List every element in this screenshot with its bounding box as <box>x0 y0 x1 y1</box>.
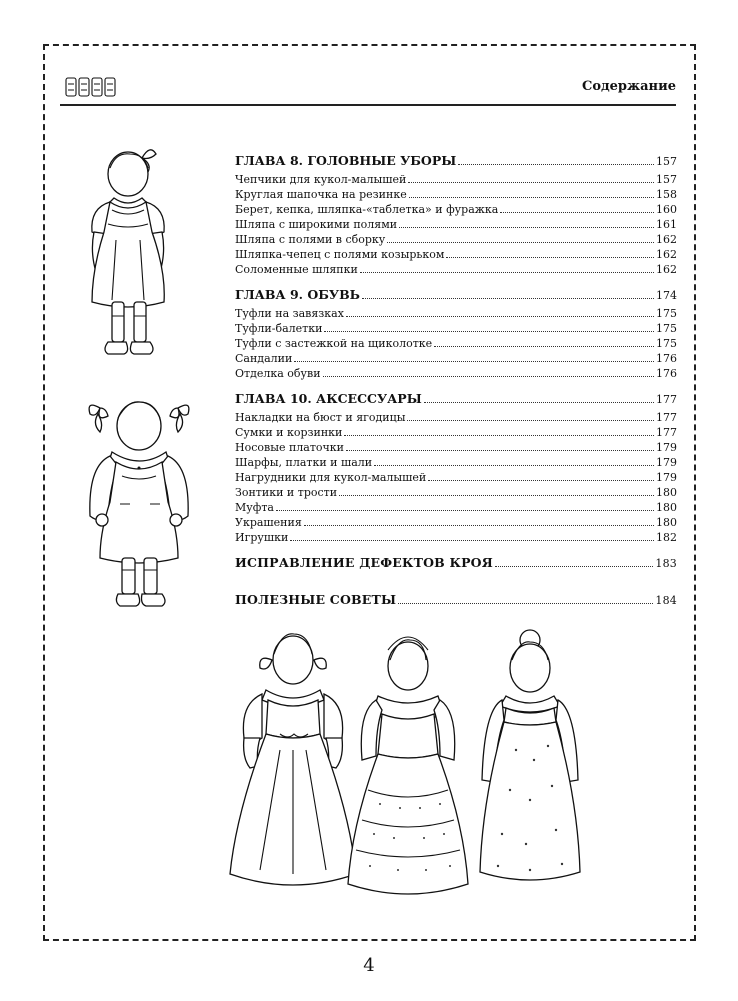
leader-dots <box>387 242 654 243</box>
section-title: ПОЛЕЗНЫЕ СОВЕТЫ <box>235 592 397 607</box>
toc-item[interactable] <box>235 232 677 247</box>
doll-toddler-icon <box>80 140 190 370</box>
page-ref: 158 <box>656 188 677 201</box>
page-ref: 179 <box>656 456 677 469</box>
chapter-title-row[interactable] <box>235 287 677 302</box>
leader-dots <box>362 298 654 299</box>
toc-item-title: Соломенные шляпки <box>235 263 358 276</box>
leader-dots <box>399 227 654 228</box>
chapter-9 <box>235 287 677 381</box>
page-ref: 177 <box>656 393 677 406</box>
page-ref: 179 <box>656 471 677 484</box>
toc-item-title: Носовые платочки <box>235 441 345 454</box>
page-ref: 179 <box>656 441 677 454</box>
leader-dots <box>294 361 654 362</box>
toc-item-title: Круглая шапочка на резинке <box>235 188 407 201</box>
page-ref: 174 <box>656 289 677 302</box>
toc-item-title: Туфли с застежкой на щиколотке <box>235 337 433 350</box>
leader-dots <box>344 435 654 436</box>
doll-girl-pigtails-icon <box>82 392 202 622</box>
leader-dots <box>276 510 654 511</box>
page-ref: 180 <box>656 501 677 514</box>
page-ref: 184 <box>655 594 677 607</box>
page-ref: 177 <box>656 426 677 439</box>
toc-item[interactable] <box>235 336 677 351</box>
header-title: Содержание <box>581 79 676 94</box>
toc-item[interactable] <box>235 262 677 277</box>
toc-item[interactable] <box>235 440 677 455</box>
leader-dots <box>324 331 654 332</box>
toc-item[interactable] <box>235 351 677 366</box>
leader-dots <box>360 272 654 273</box>
toc-item-title: Отделка обуви <box>235 367 321 380</box>
page-ref: 180 <box>656 516 677 529</box>
page-ref: 176 <box>656 367 677 380</box>
toc-section-tips[interactable] <box>235 592 677 607</box>
toc-item-title: Шляпа с полями в сборку <box>235 233 386 246</box>
toc-item[interactable] <box>235 217 677 232</box>
table-of-contents <box>235 153 677 629</box>
leader-dots <box>339 495 654 496</box>
page-ref: 162 <box>656 263 677 276</box>
toc-item[interactable] <box>235 321 677 336</box>
leader-dots <box>428 480 654 481</box>
leader-dots <box>323 376 654 377</box>
toc-item-title: Зонтики и трости <box>235 486 338 499</box>
page-ref: 175 <box>656 337 677 350</box>
toc-item[interactable] <box>235 425 677 440</box>
page-ref: 175 <box>656 307 677 320</box>
leader-dots <box>398 603 653 604</box>
page-ref: 182 <box>656 531 677 544</box>
header-rule <box>60 104 676 106</box>
toc-item[interactable] <box>235 306 677 321</box>
leader-dots <box>346 316 654 317</box>
page-ref: 177 <box>656 411 677 424</box>
page-ref: 183 <box>655 557 677 570</box>
chapter-title-row[interactable] <box>235 153 677 168</box>
leader-dots <box>424 402 654 403</box>
chapter-8 <box>235 153 677 277</box>
toc-item-title: Сандалии <box>235 352 293 365</box>
section-title: ИСПРАВЛЕНИЕ ДЕФЕКТОВ КРОЯ <box>235 555 493 570</box>
toc-item[interactable] <box>235 500 677 515</box>
toc-item-title: Чепчики для кукол-малышей <box>235 173 407 186</box>
toc-item-title: Туфли на завязках <box>235 307 344 320</box>
toc-item-title: Украшения <box>235 516 302 529</box>
chapter-title: ГЛАВА 8. ГОЛОВНЫЕ УБОРЫ <box>235 153 457 168</box>
toc-item[interactable] <box>235 410 677 425</box>
toc-item-title: Игрушки <box>235 531 289 544</box>
page-ref: 162 <box>656 248 677 261</box>
leader-dots <box>346 450 654 451</box>
toc-item[interactable] <box>235 485 677 500</box>
toc-item[interactable] <box>235 172 677 187</box>
toc-item[interactable] <box>235 202 677 217</box>
leader-dots <box>495 566 653 567</box>
toc-item-title: Шляпка-чепец с полями козырьком <box>235 248 445 261</box>
toc-item[interactable] <box>235 247 677 262</box>
page-ref: 162 <box>656 233 677 246</box>
leader-dots <box>374 465 654 466</box>
leader-dots <box>500 212 654 213</box>
leader-dots <box>458 164 654 165</box>
page-ref: 180 <box>656 486 677 499</box>
toc-item-title: Берет, кепка, шляпка-«таблетка» и фуражка <box>235 203 499 216</box>
page-ref: 160 <box>656 203 677 216</box>
leader-dots <box>290 540 654 541</box>
leader-dots <box>408 182 654 183</box>
page-ref: 161 <box>656 218 677 231</box>
toc-section-defects[interactable] <box>235 555 677 570</box>
toc-item[interactable] <box>235 470 677 485</box>
toc-item-title: Накладки на бюст и ягодицы <box>235 411 406 424</box>
leader-dots <box>409 197 654 198</box>
toc-item-title: Муфта <box>235 501 274 514</box>
page-number: 4 <box>363 955 375 976</box>
page-ref: 176 <box>656 352 677 365</box>
toc-item[interactable] <box>235 187 677 202</box>
chapter-title: ГЛАВА 10. АКСЕССУАРЫ <box>235 391 422 406</box>
page-ref: 175 <box>656 322 677 335</box>
toc-item[interactable] <box>235 530 677 545</box>
dolls-gowns-icon <box>230 620 630 910</box>
chapter-title: ГЛАВА 9. ОБУВЬ <box>235 287 360 302</box>
toc-item-title: Нагрудники для кукол-малышей <box>235 471 427 484</box>
leader-dots <box>304 525 654 526</box>
toc-item[interactable] <box>235 515 677 530</box>
page-ref: 157 <box>656 155 677 168</box>
toc-item[interactable] <box>235 455 677 470</box>
logo-icon <box>64 74 120 100</box>
toc-item[interactable] <box>235 366 677 381</box>
leader-dots <box>446 257 654 258</box>
toc-item-title: Шарфы, платки и шали <box>235 456 373 469</box>
page-ref: 157 <box>656 173 677 186</box>
toc-item-title: Шляпа с широкими полями <box>235 218 398 231</box>
leader-dots <box>434 346 654 347</box>
toc-item-title: Туфли-балетки <box>235 322 323 335</box>
toc-item-title: Сумки и корзинки <box>235 426 343 439</box>
leader-dots <box>407 420 654 421</box>
chapter-title-row[interactable] <box>235 391 677 406</box>
chapter-10 <box>235 391 677 545</box>
